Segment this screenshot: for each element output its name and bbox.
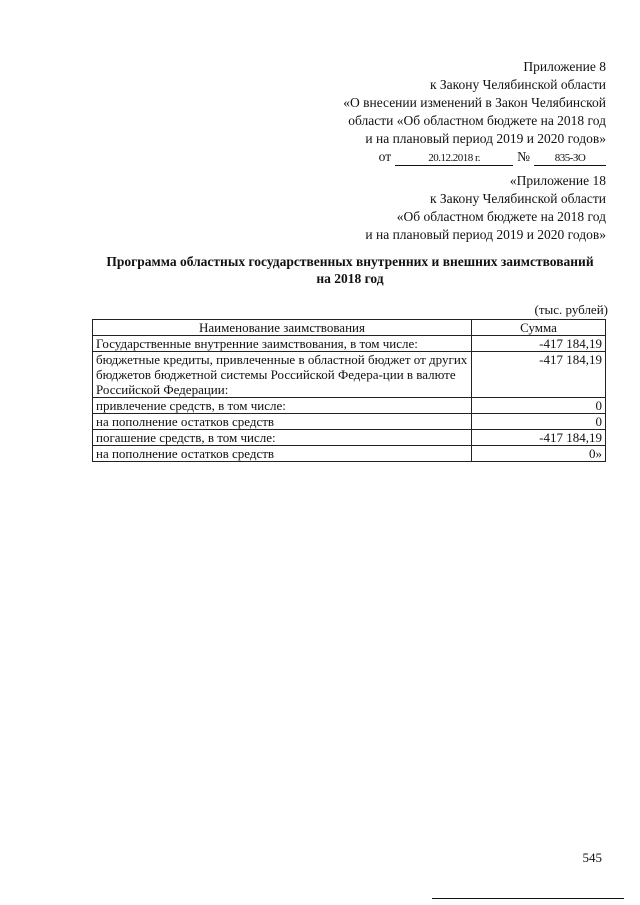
units-label: (тыс. рублей) xyxy=(534,302,608,317)
table-row xyxy=(93,414,606,430)
footer-rule xyxy=(432,898,624,899)
title-line: на 2018 год xyxy=(316,271,384,286)
appendix-8-line: Приложение 8 xyxy=(523,59,606,74)
table-row xyxy=(93,446,606,462)
page-number: 545 xyxy=(582,850,602,865)
table-row xyxy=(93,398,606,414)
row-amount: -417 184,19 xyxy=(472,336,606,352)
row-name: на пополнение остатков средств xyxy=(93,446,472,462)
row-amount: -417 184,19 xyxy=(472,352,606,398)
header-name: Наименование заимствования xyxy=(93,320,472,336)
table-row xyxy=(93,336,606,352)
appendix-8-header xyxy=(343,58,606,166)
row-amount: 0 xyxy=(472,398,606,414)
row-amount: 0» xyxy=(472,446,606,462)
appendix-8-line: области «Об областном бюджете на 2018 год xyxy=(348,113,606,128)
borrowing-table xyxy=(92,319,606,462)
row-name: на пополнение остатков средств xyxy=(93,414,472,430)
appendix-8-line: к Закону Челябинской области xyxy=(429,77,606,92)
appendix-18-header xyxy=(365,172,606,244)
table-header-row xyxy=(93,320,606,336)
row-name: бюджетные кредиты, привлеченные в областной бюджет от других бюджетов бюджетной системы Российской Федера-ции в валюте Российской Федерации: xyxy=(93,352,472,398)
row-amount: -417 184,19 xyxy=(472,430,606,446)
row-amount: 0 xyxy=(472,414,606,430)
row-name: погашение средств, в том числе: xyxy=(93,430,472,446)
row-name: привлечение средств, в том числе: xyxy=(93,398,472,414)
table-row xyxy=(93,352,606,398)
appendix-18-line: к Закону Челябинской области xyxy=(429,191,606,206)
document-title xyxy=(90,253,610,287)
table-row xyxy=(93,430,606,446)
appendix-8-line: «О внесении изменений в Закон Челябинской xyxy=(343,95,606,110)
law-number: 835-ЗО xyxy=(534,151,606,166)
appendix-8-line: и на плановый период 2019 и 2020 годов» xyxy=(365,131,606,146)
row-name: Государственные внутренние заимствования, в том числе: xyxy=(93,336,472,352)
title-line: Программа областных государственных внутренних и внешних заимствований xyxy=(106,254,594,269)
law-date-number-row xyxy=(379,148,606,166)
appendix-18-line: и на плановый период 2019 и 2020 годов» xyxy=(365,227,606,242)
law-date: 20.12.2018 г. xyxy=(395,151,513,166)
number-label: № xyxy=(517,149,530,164)
from-label: от xyxy=(378,149,392,164)
header-amount: Сумма xyxy=(472,320,606,336)
appendix-18-line: «Об областном бюджете на 2018 год xyxy=(396,209,606,224)
appendix-18-line: «Приложение 18 xyxy=(509,173,606,188)
